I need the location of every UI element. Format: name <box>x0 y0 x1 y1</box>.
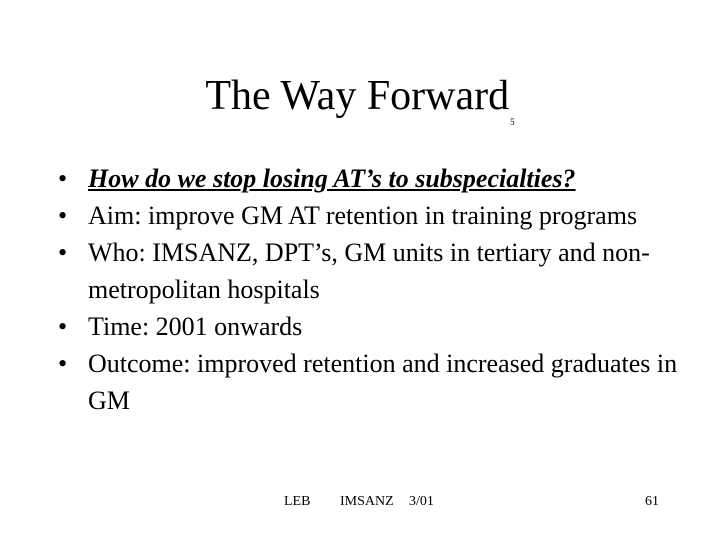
footer-date: 3/01 <box>409 494 434 509</box>
bullet-marker: • <box>58 238 68 267</box>
slide-title <box>0 72 720 127</box>
title-superscript: 5 <box>510 117 515 127</box>
bullet-marker: • <box>58 312 68 341</box>
bullet-item <box>58 234 678 308</box>
bullet-text: Aim: improve GM AT retention in training programs <box>88 201 638 230</box>
bullet-item <box>58 160 678 197</box>
bullet-marker: • <box>58 164 68 193</box>
bullet-marker: • <box>58 349 68 378</box>
footer-organization: IMSANZ <box>340 494 394 509</box>
bullet-text: How do we stop losing AT’s to subspecialties? <box>88 164 576 193</box>
slide-title-text: The Way Forward <box>205 73 510 119</box>
bullet-text: Outcome: improved retention and increased graduates in GM <box>88 349 678 415</box>
bullet-marker: • <box>58 201 68 230</box>
bullet-list <box>58 160 678 419</box>
bullet-text: Who: IMSANZ, DPT’s, GM units in tertiary and non- metropolitan hospitals <box>88 238 650 304</box>
footer-page-number: 61 <box>645 494 659 509</box>
bullet-item <box>58 308 678 345</box>
bullet-item <box>58 197 678 234</box>
bullet-item <box>58 345 678 419</box>
footer-author: LEB <box>284 494 311 509</box>
bullet-text: Time: 2001 onwards <box>88 312 303 341</box>
slide-footer <box>0 494 720 514</box>
